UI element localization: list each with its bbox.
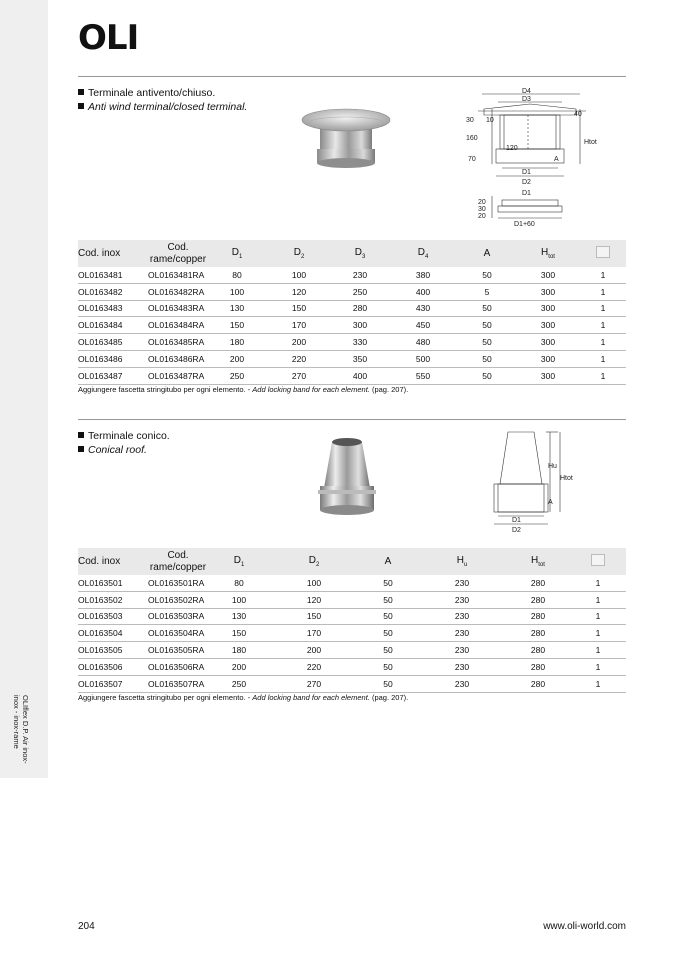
table-cell: 300 (516, 283, 580, 300)
table-cell: 50 (458, 317, 516, 334)
section1-title-it: Terminale antivento/chiuso. (88, 87, 216, 99)
table-cell: 1 (580, 283, 626, 300)
table-cell: 280 (506, 591, 570, 608)
label-D2: D2 (522, 179, 531, 186)
section2-title (78, 429, 170, 457)
sidebar-line-1: OLIflex D.P. Air inox- (21, 695, 30, 764)
table-cell: 400 (388, 283, 458, 300)
table-header-row (78, 240, 626, 267)
bullet-icon (78, 89, 84, 95)
table-cell: 230 (418, 642, 506, 659)
col-Hu: $H_u$ (418, 548, 506, 575)
table-cell: OL0163501RA (148, 575, 208, 591)
table-cell: 270 (266, 367, 332, 384)
col-Htot: $H_{tot}$ (516, 240, 580, 267)
col-cod-rame-label: Cod. rame/copper (149, 241, 207, 265)
table-cell: 550 (388, 367, 458, 384)
table-cell: OL0163481RA (148, 267, 208, 283)
table-cell: 80 (208, 575, 270, 591)
table-cell: 270 (270, 675, 358, 692)
table-cell: OL0163501 (78, 575, 148, 591)
note-it: Aggiungere fascetta stringitubo per ogni elemento. - (78, 385, 253, 394)
anti-wind-terminal-image (300, 105, 392, 175)
table-cell: 1 (580, 300, 626, 317)
col-cod-rame-label: Cod. rame/copper (149, 549, 207, 573)
table-cell: 230 (418, 675, 506, 692)
table-cell: 1 (570, 575, 626, 591)
table-cell: OL0163506RA (148, 658, 208, 675)
website-url: www.oli-world.com (543, 921, 626, 932)
table-cell: 200 (266, 334, 332, 351)
table-cell: 280 (332, 300, 388, 317)
col-Htot: $H_{tot}$ (506, 548, 570, 575)
table-cell: 350 (332, 350, 388, 367)
table-cell: 170 (270, 625, 358, 642)
table-cell: 50 (458, 350, 516, 367)
table-cell: 150 (208, 317, 266, 334)
table-cell: 50 (458, 267, 516, 283)
label-A: A (554, 156, 559, 163)
table-cell: 130 (208, 608, 270, 625)
note-ref: (pag. 207). (369, 693, 409, 702)
table-row (78, 267, 626, 283)
section2-note (78, 693, 408, 702)
sidebar (0, 0, 48, 778)
table-cell: OL0163507 (78, 675, 148, 692)
table-cell: OL0163502 (78, 591, 148, 608)
package-icon (596, 246, 610, 258)
table-cell: 100 (270, 575, 358, 591)
table-cell: 430 (388, 300, 458, 317)
anti-wind-terminal-diagram (462, 84, 602, 232)
label-Htot: Htot (584, 139, 597, 146)
page-number: 204 (78, 921, 95, 932)
table-cell: 450 (388, 317, 458, 334)
label-30b: 30 (478, 206, 486, 213)
table-cell: 50 (358, 658, 418, 675)
table-row (78, 608, 626, 625)
label-A: A (548, 499, 553, 506)
col-D1: $D_1$ (208, 548, 270, 575)
section2-title-en: Conical roof. (88, 444, 147, 456)
table-cell: 230 (418, 658, 506, 675)
table-header-row (78, 548, 626, 575)
table-cell: OL0163503 (78, 608, 148, 625)
table-cell: 180 (208, 642, 270, 659)
table-cell: 1 (580, 317, 626, 334)
table-cell: 150 (270, 608, 358, 625)
table-cell: 1 (580, 334, 626, 351)
table-cell: OL0163507RA (148, 675, 208, 692)
table-cell: 280 (506, 575, 570, 591)
table-cell: OL0163505 (78, 642, 148, 659)
sidebar-text (12, 695, 30, 764)
table-cell: 400 (332, 367, 388, 384)
table-cell: 300 (516, 300, 580, 317)
table-row (78, 658, 626, 675)
table-cell: 230 (418, 591, 506, 608)
table-cell: 50 (358, 625, 418, 642)
table-cell: OL0163486RA (148, 350, 208, 367)
col-D2: $D_2$ (270, 548, 358, 575)
col-cod-inox: Cod. inox (78, 548, 148, 575)
table-cell: 200 (270, 642, 358, 659)
table-cell: 80 (208, 267, 266, 283)
label-D4: D4 (522, 88, 531, 95)
table-cell: 50 (358, 675, 418, 692)
section2-divider (78, 419, 626, 420)
col-cod-rame (148, 548, 208, 575)
table-row (78, 591, 626, 608)
table-cell: 100 (208, 591, 270, 608)
table-cell: OL0163502RA (148, 591, 208, 608)
table-cell: OL0163486 (78, 350, 148, 367)
col-A: A (358, 548, 418, 575)
table-cell: 230 (418, 625, 506, 642)
table-row (78, 350, 626, 367)
table-cell: 100 (208, 283, 266, 300)
table-cell: OL0163487 (78, 367, 148, 384)
col-pkg (570, 548, 626, 575)
table-cell: OL0163482RA (148, 283, 208, 300)
label-Htot: Htot (560, 475, 573, 482)
table-cell: 250 (208, 367, 266, 384)
label-30: 30 (466, 117, 474, 124)
section2-title-it: Terminale conico. (88, 430, 170, 442)
sidebar-line-2: inox - inox-rame (12, 695, 21, 749)
table-row (78, 317, 626, 334)
conical-roof-diagram (486, 428, 581, 540)
label-D1-cap: D1 (522, 190, 531, 197)
table-cell: 250 (332, 283, 388, 300)
label-10: 10 (486, 117, 494, 124)
table-cell: 50 (358, 575, 418, 591)
table-row (78, 575, 626, 591)
col-cod-rame (148, 240, 208, 267)
table-cell: 130 (208, 300, 266, 317)
label-D2: D2 (512, 527, 521, 534)
table-row (78, 334, 626, 351)
table-cell: OL0163483 (78, 300, 148, 317)
table-row (78, 283, 626, 300)
table-cell: 50 (358, 591, 418, 608)
table-cell: 120 (270, 591, 358, 608)
col-cod-inox: Cod. inox (78, 240, 148, 267)
table-cell: 220 (270, 658, 358, 675)
label-D1: D1 (512, 517, 521, 524)
table-cell: 250 (208, 675, 270, 692)
table-cell: 280 (506, 658, 570, 675)
table-cell: 1 (580, 267, 626, 283)
table-row (78, 675, 626, 692)
table-cell: OL0163481 (78, 267, 148, 283)
label-Hu: Hu (548, 463, 557, 470)
table-cell: 230 (332, 267, 388, 283)
table-cell: OL0163506 (78, 658, 148, 675)
table-cell: 280 (506, 642, 570, 659)
table-cell: 300 (516, 334, 580, 351)
table-row (78, 300, 626, 317)
label-D1plus60: D1+60 (514, 221, 535, 228)
col-D1: $D_1$ (208, 240, 266, 267)
table-cell: 1 (580, 350, 626, 367)
table-cell: 280 (506, 608, 570, 625)
table-cell: 280 (506, 675, 570, 692)
table-cell: 500 (388, 350, 458, 367)
table-cell: 50 (358, 608, 418, 625)
table-cell: 50 (458, 300, 516, 317)
bullet-icon (78, 446, 84, 452)
table-cell: 200 (208, 350, 266, 367)
table-cell: 150 (208, 625, 270, 642)
table-cell: 380 (388, 267, 458, 283)
table-cell: 180 (208, 334, 266, 351)
label-D3: D3 (522, 96, 531, 103)
note-ref: (pag. 207). (369, 385, 409, 394)
table-cell: 120 (266, 283, 332, 300)
table-cell: 230 (418, 575, 506, 591)
table-cell: OL0163505RA (148, 642, 208, 659)
table-cell: OL0163503RA (148, 608, 208, 625)
col-D2: $D_2$ (266, 240, 332, 267)
col-A: A (458, 240, 516, 267)
table-cell: 1 (570, 591, 626, 608)
conical-roof-table (78, 548, 626, 693)
table-row (78, 642, 626, 659)
table-cell: 300 (516, 267, 580, 283)
label-20b: 20 (478, 213, 486, 220)
table-cell: 50 (358, 642, 418, 659)
table-cell: OL0163484 (78, 317, 148, 334)
bullet-icon (78, 432, 84, 438)
table-row (78, 625, 626, 642)
section1-divider (78, 76, 626, 77)
section1-title (78, 86, 247, 114)
table-cell: 50 (458, 367, 516, 384)
note-en: Add locking band for each element. (252, 385, 370, 394)
note-en: Add locking band for each element. (252, 693, 370, 702)
table-cell: OL0163504RA (148, 625, 208, 642)
table-cell: 1 (570, 675, 626, 692)
table-cell: 1 (570, 625, 626, 642)
brand-logo: OLI (78, 18, 139, 58)
table-cell: 220 (266, 350, 332, 367)
table-cell: 300 (516, 350, 580, 367)
table-cell: 300 (332, 317, 388, 334)
package-icon (591, 554, 605, 566)
table-cell: 280 (506, 625, 570, 642)
section1-title-en: Anti wind terminal/closed terminal. (88, 101, 248, 113)
bullet-icon (78, 103, 84, 109)
table-cell: 50 (458, 334, 516, 351)
table-cell: OL0163484RA (148, 317, 208, 334)
table-cell: 1 (570, 658, 626, 675)
table-cell: 1 (570, 642, 626, 659)
table-cell: 200 (208, 658, 270, 675)
col-D3: $D_3$ (332, 240, 388, 267)
note-it: Aggiungere fascetta stringitubo per ogni elemento. - (78, 693, 253, 702)
table-cell: 230 (418, 608, 506, 625)
col-D4: $D_4$ (388, 240, 458, 267)
table-row (78, 367, 626, 384)
table-cell: 300 (516, 317, 580, 334)
label-40: 40 (574, 111, 582, 118)
label-120: 120 (506, 145, 518, 152)
table-cell: 170 (266, 317, 332, 334)
table-cell: OL0163482 (78, 283, 148, 300)
table-cell: 480 (388, 334, 458, 351)
table-cell: 150 (266, 300, 332, 317)
table-cell: OL0163485RA (148, 334, 208, 351)
label-160: 160 (466, 135, 478, 142)
label-70: 70 (468, 156, 476, 163)
label-20a: 20 (478, 199, 486, 206)
table-cell: 330 (332, 334, 388, 351)
col-pkg (580, 240, 626, 267)
table-cell: OL0163485 (78, 334, 148, 351)
table-cell: 1 (580, 367, 626, 384)
table-cell: 1 (570, 608, 626, 625)
table-cell: OL0163504 (78, 625, 148, 642)
table-cell: 100 (266, 267, 332, 283)
table-cell: 5 (458, 283, 516, 300)
table-cell: 300 (516, 367, 580, 384)
table-cell: OL0163483RA (148, 300, 208, 317)
conical-roof-image (312, 432, 382, 522)
section1-note (78, 385, 408, 394)
anti-wind-terminal-table (78, 240, 626, 385)
table-cell: OL0163487RA (148, 367, 208, 384)
label-D1: D1 (522, 169, 531, 176)
